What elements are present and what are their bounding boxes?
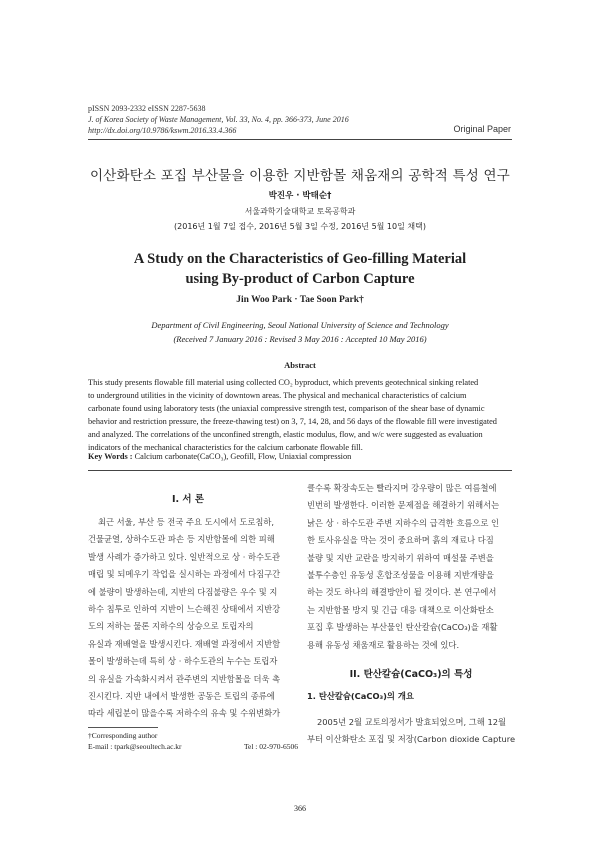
abstract-line: to underground utilities in the vicinity of downtown areas. The physical and mechanical characteristics of calcium [88, 391, 467, 400]
abstract-heading: Abstract [284, 360, 316, 370]
korean-affiliation: 서울과학기술대학교 토목공학과 [244, 207, 356, 216]
section-heading-introduction: I. 서 론 [171, 494, 205, 505]
body-line: 용해 유동성 채움재로 활용하는 것에 있다. [307, 639, 460, 650]
footnote [88, 730, 298, 752]
corresponding-author-label: †Corresponding author [88, 731, 158, 740]
abstract-line: and analyzed. The correlations of the unconfined strength, elastic modulus, flow, and w/c were suggested as evaluation [88, 430, 483, 439]
section-heading-calcium-carbonate: II. 탄산칼슘(CaCO₃)의 특성 [349, 669, 473, 680]
body-line: 빈번히 발생한다. 이러한 문제점을 해결하기 위해서는 [307, 500, 500, 511]
english-affiliation: Department of Civil Engineering, Seoul National University of Science and Technology [151, 320, 449, 330]
header-divider [88, 139, 512, 140]
body-line: 의 유실을 가속화시켜서 관주변의 지반함몰을 더욱 촉 [88, 673, 281, 684]
page-number: 366 [294, 804, 306, 813]
body-line: 건물균열, 상하수도관 파손 등 지반함몰에 의한 피해 [88, 534, 275, 545]
english-dates: (Received 7 January 2016 : Revised 3 May 2016 : Accepted 10 May 2016) [173, 334, 427, 344]
subsection-heading: 1. 탄산칼슘(CaCO₃)의 개요 [307, 691, 414, 701]
body-line: 에 불량이 발생하는데, 지반의 다짐불량은 우수 및 지 [88, 586, 278, 597]
body-line: 클수록 확장속도는 빨라지며 강우량이 많은 여름철에 [307, 483, 497, 493]
abstract-line: indicators of the mechanical characteristics for the calcium carbonate flowable fill. [88, 443, 363, 452]
doi-link[interactable]: http://dx.doi.org/10.9786/kswm.2016.33.4.366 [88, 126, 237, 135]
body-line: 포집 후 발생하는 부산물인 탄산칼슘(CaCO₃)을 재활 [307, 622, 498, 633]
abstract-body [88, 376, 512, 454]
korean-dates: (2016년 1월 7일 접수, 2016년 5월 3일 수정, 2016년 5월 10일 채택) [174, 222, 426, 231]
body-line: 2005년 2월 교토의정서가 발효되었으며, 그해 12월 [317, 717, 507, 727]
body-line: 최근 서울, 부산 등 전국 주요 도시에서 도로침하, [98, 517, 275, 527]
paper-type-label: Original Paper [453, 124, 511, 134]
body-line: 낡은 상 · 하수도관 주변 지하수의 급격한 흐름으로 인 [307, 517, 500, 528]
english-title-line1: A Study on the Characteristics of Geo-filling Material [133, 251, 467, 267]
right-column-text [307, 480, 515, 654]
keywords-label: Key Words : [88, 452, 133, 461]
korean-title: 이산화탄소 포집 부산물을 이용한 지반함몰 채움재의 공학적 특성 연구 [90, 168, 510, 184]
body-line: 유실과 재배열을 발생시킨다. 재배열 과정에서 지반함 [88, 638, 281, 649]
body-line: 따라 세립분이 많을수록 저하수의 유속 및 수위변화가 [88, 708, 281, 719]
abstract-line: behavior and restriction pressure, the freeze-thawing test) on 3, 7, 14, 28, and 56 days of the flowable fill were investigated [88, 417, 497, 426]
author-tel: Tel : 02-970-6506 [243, 742, 298, 751]
issn: pISSN 2093-2332 eISSN 2287-5638 [88, 104, 206, 113]
english-authors: Jin Woo Park · Tae Soon Park† [236, 295, 364, 305]
body-line: 하는 것도 하나의 해결방안이 될 것이다. 본 연구에서 [307, 587, 497, 598]
journal-header [88, 103, 349, 136]
body-line: 매립 및 되메우기 작업을 실시하는 과정에서 다짐구간 [88, 569, 281, 580]
body-line: 진시킨다. 지반 내에서 발생한 공동은 토립의 종류에 [88, 691, 275, 702]
journal-citation: J. of Korea Society of Waste Management, Vol. 33, No. 4, pp. 366-373, June 2016 [88, 115, 349, 124]
body-line: 는 지반함몰 방지 및 긴급 대응 대책으로 이산화탄소 [307, 604, 494, 615]
author-email[interactable]: E-mail : tpark@seoultech.ac.kr [88, 742, 182, 751]
keywords [88, 452, 351, 461]
korean-authors: 박진우 · 박태순† [268, 191, 332, 201]
body-line: 한 토사유실을 막는 것이 중요하며 흙의 재료나 다짐 [307, 535, 494, 546]
body-line: 불투수층인 유동성 혼합조성물을 이용해 지반개량을 [307, 570, 494, 581]
abstract-line: carbonate found using laboratory tests (the uniaxial compressive strength test, comparison of the shear base of dynamic [88, 404, 485, 413]
footnote-contact [88, 741, 298, 752]
body-line: 도의 저하는 물론 지하수의 상승으로 토립자의 [88, 621, 254, 632]
english-title-line2: using By-product of Carbon Capture [185, 271, 415, 287]
abstract-line: This study presents flowable fill material using collected CO₂ byproduct, which prevents geotechnical sinking related [88, 378, 479, 387]
body-line: 부터 이산화탄소 포집 및 저장(Carbon dioxide Capture [307, 734, 515, 745]
body-line: 발생 사례가 증가하고 있다. 일반적으로 상 · 하수도관 [88, 551, 281, 562]
footnote-divider [88, 727, 158, 728]
body-line: 하수 침투로 인하여 지반이 느슨해진 상태에서 지반강 [88, 604, 281, 615]
right-column-text-bottom [307, 714, 515, 749]
keywords-text: Calcium carbonate(CaCO₃), Geofill, Flow, Uniaxial compression [134, 452, 352, 461]
body-line: 몰이 발생하는데 특히 상 · 하수도관의 누수는 토립자 [88, 656, 278, 667]
body-line: 불량 및 지반 교란을 방지하기 위하여 매설물 주변을 [307, 552, 494, 563]
left-column-text [88, 514, 296, 723]
english-title [0, 249, 600, 289]
abstract-divider [88, 470, 512, 471]
